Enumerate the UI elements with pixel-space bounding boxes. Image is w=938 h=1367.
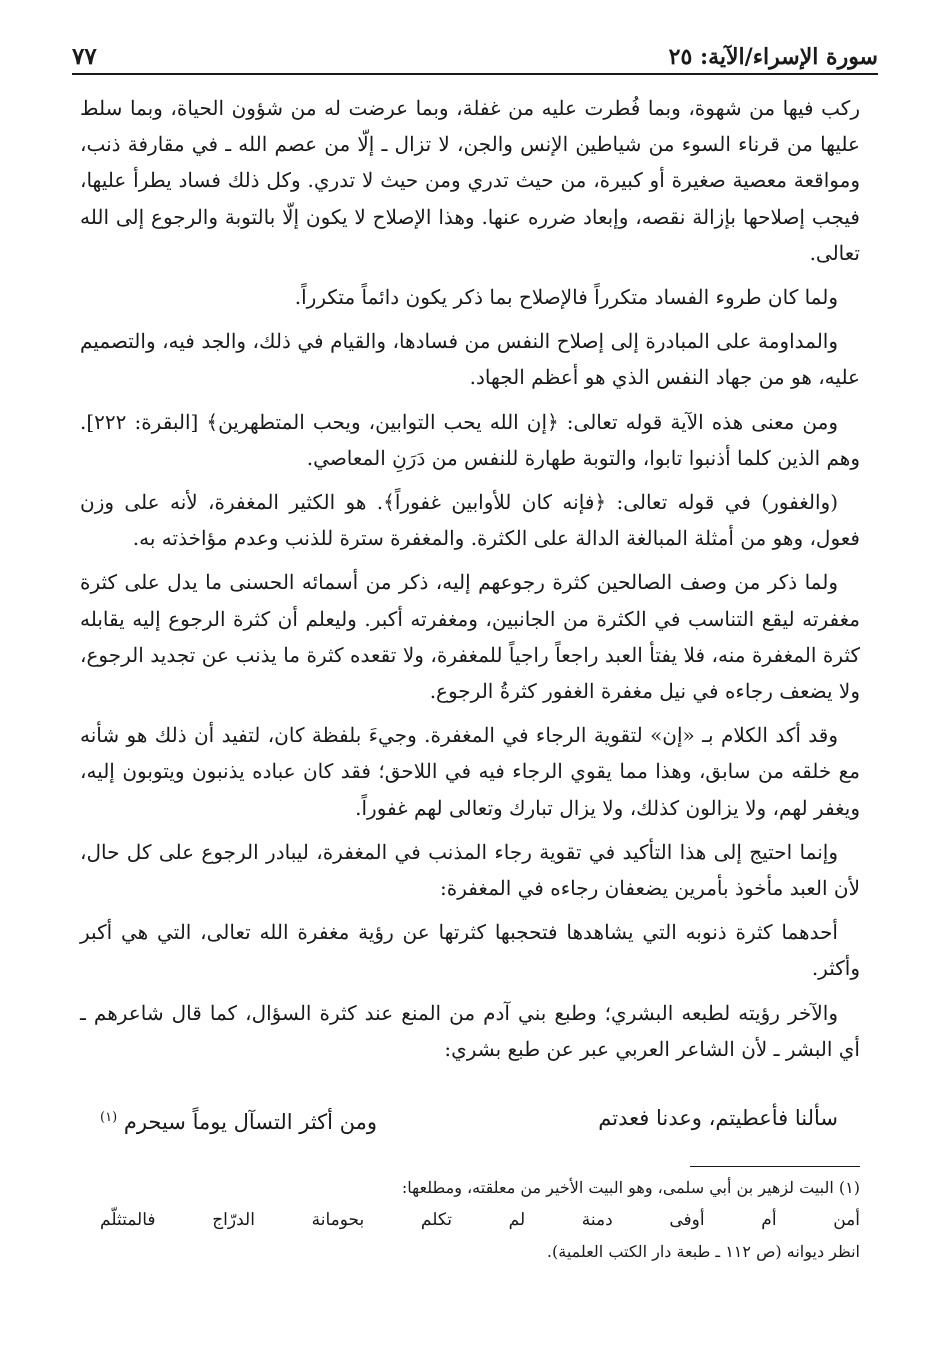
poem-word: أم [761,1210,777,1230]
verse-hemistich-1: سألنا فأعطيتم، وعدنا فعدتم [598,1106,838,1130]
page-number: ٧٧ [72,43,97,70]
poem-word: أمن [833,1210,860,1230]
verse-hemistich-2-text: ومن أكثر التسآل يوماً سيحرم [123,1110,378,1134]
poem-word: بحومانة [311,1210,365,1230]
poem-word: أوفى [669,1210,705,1230]
poem-word: الدرّاج [212,1210,255,1230]
paragraph-10: والآخر رؤيته لطبعه البشري؛ وطبع بني آدم من المنع عند كثرة السؤال، كما قال شاعرهم ـ أي البشر ـ لأن الشاعر العربي عبر عن طبع بشري: [80,1000,860,1061]
poem-word: لم [508,1210,526,1230]
poem-word: تكلم [420,1210,452,1230]
footnote-poem [100,1204,860,1236]
paragraph-6: ولما ذكر من وصف الصالحين كثرة رجوعهم إليه، ذكر من أسمائه الحسنى ما يدل على كثرة مغفرته ليقع التناسب في الكثرة من الجانبين، ومغفرته أكبر. وليعلم أن كثرة الرجوع إليه يقابله كثرة المغفرة منه، فلا يفتأ العبد راجعاً راجياً للمغفرة، ولا تقعده كثرة ما يذنب عن تجديد الرجوع، ولا يضعف رجاءه في نيل مغفرة الغفور كثرةُ الرجوع. [80,570,860,704]
poetry-verse [100,1100,838,1140]
paragraph-7: وقد أكد الكلام بـ «إن» لتقوية الرجاء في المغفرة. وجيءَ بلفظة كان، لتفيد أن ذلك هو شأنه مع خلقه من سابق، وهذا مما يقوي الرجاء فيه في اللاحق؛ فقد كان عباده يذنبون ويتوبون إليه، ويغفر لهم، ولا يزالون كذلك، ولا يزال تبارك وتعالى لهم غفوراً. [80,723,860,820]
paragraph-5: (والغفور) في قوله تعالى: ﴿فإنه كان للأوابين غفوراً﴾. هو الكثير المغفرة، لأنه على وزن فعول، وهو من أمثلة المبالغة الدالة على الكثرة. والمغفرة سترة للذنب وعدم مؤاخذته به. [80,490,860,551]
footnotes [100,1172,860,1268]
footnote-line-1: (١) البيت لزهير بن أبي سلمى، وهو البيت الأخير من معلقته، ومطلعها: [401,1178,860,1197]
paragraph-4: ومن معنى هذه الآية قوله تعالى: ﴿إن الله يحب التوابين، ويحب المتطهرين﴾ [البقرة: ٢٢٢]. وهم الذين كلما أذنبوا تابوا، والتوبة طهارة للنفس من دَرَنِ المعاصي. [80,409,860,470]
poem-word: دمنة [581,1210,613,1230]
paragraph-2: ولما كان طروء الفساد متكرراً فالإصلاح بما ذكر يكون دائماً متكرراً. [294,285,838,310]
paragraph-1: ركب فيها من شهوة، وبما فُطرت عليه من غفلة، وبما عرضت له من شؤون الحياة، وبما سلط عليها من قرناء السوء من شياطين الإنس والجن، لا تزال ـ إلّا من عصم الله ـ في مقارفة ذنب، ومواقعة معصية صغيرة أو كبيرة، من حيث تدري ومن حيث لا تدري. وكل ذلك فساد يطرأ عليها، فيجب إصلاحها بإزالة نقصه، وإبعاد ضرره عنها. وهذا الإصلاح لا يكون إلّا بالتوبة والرجوع إلى الله تعالى. [80,96,860,265]
footnote-marker: (١) [100,1110,118,1125]
poem-word: فالمتثلّم [100,1210,156,1230]
paragraph-8: وإنما احتيج إلى هذا التأكيد في تقوية رجاء المذنب في المغفرة، ليبادر الرجوع على كل حال، لأن العبد مأخوذ بأمرين يضعفان رجاءه في المغفرة: [80,839,860,901]
main-text [80,90,860,1075]
footnote-line-3: انظر ديوانه (ص ١١٢ ـ طبعة دار الكتب العلمية). [546,1242,860,1261]
footnote-rule [690,1166,860,1167]
verse-hemistich-2 [100,1100,377,1140]
page-header [72,30,878,70]
header-rule [72,73,878,75]
running-title: سورة الإسراء/الآية: ٢٥ [668,44,878,70]
paragraph-3: والمداومة على المبادرة إلى إصلاح النفس من فسادها، والقيام في ذلك، والجد فيه، والتصميم عليه، هو من جهاد النفس الذي هو أعظم الجهاد. [80,329,860,390]
paragraph-9: أحدهما كثرة ذنوبه التي يشاهدها فتحجبها كثرتها عن رؤية مغفرة الله تعالى، التي هي أكبر وأكثر. [80,920,860,981]
